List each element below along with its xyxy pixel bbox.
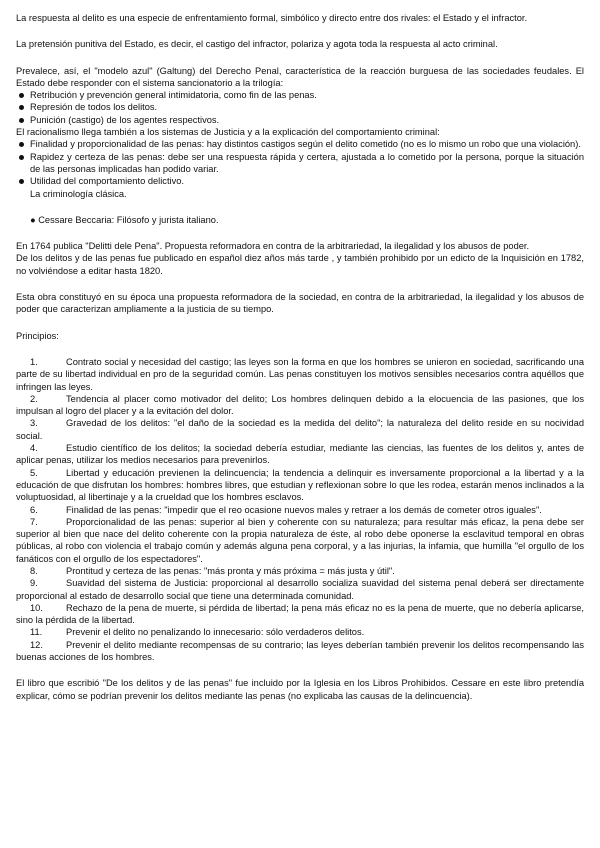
principle-item [16,442,584,467]
principle-text: Estudio científico de los delitos; la sociedad debería estudiar, mediante las ciencias, las fuentes de los delitos y, antes de aplicar penas, utilizar los medios necesarios para prevenirlos. [16,443,584,466]
principle-item [16,516,584,565]
principle-text: Tendencia al placer como motivador del delito; Los hombres delinquen debido a la elocuencia de las pasiones, que los impulsan al logro del placer y a la evitación del dolor. [16,393,584,417]
principle-number: 4. [30,443,38,454]
paragraph-punitive-claim: La pretensión punitiva del Estado, es decir, el castigo del infractor, polariza y agota toda la respuesta al acto criminal. [16,39,498,50]
paragraph-intro: La respuesta al delito es una especie de enfrentamiento formal, simbólico y directo entre dos rivales: el Estado y el infractor. [16,13,528,23]
principle-text: Libertad y educación previenen la delincuencia; la tendencia a delinquir es inversamente proporcional a la libertad y a la educación de que disfrutan los hombres: hombres libres, que estudian y reflexionan sobre lo que les rodea, estarán menos inclinados a la voluptuosidad, al libertinaje y a la crueldad que los hombres esclavos. [16,467,584,503]
principle-number: 5. [30,467,38,478]
principle-text: Prevenir el delito mediante recompensas de su contrario; las leyes deberían también prevenir los delitos recompensando las buenas acciones de los hombres. [16,639,584,663]
trilogy-item: Retribución y prevención general intimidatoria, como fin de las penas. [16,89,584,101]
paragraph-spanish-edition: De los delitos y de las penas fue publicado en español diez años más tarde , y también prohibido por un edicto de la Inquisición en 1782, no volviéndose a editar hasta 1820. [16,253,584,276]
principle-number: 8. [30,565,38,576]
principle-item [16,626,584,638]
principle-text: Contrato social y necesidad del castigo; las leyes son la forma en que los hombres se unieron en sociedad, sacrificando una parte de su libertad individual en pro de la seguridad común. Las penas constituyen los motivos sensibles necesarios contra aquéllos que infringen las leyes. [16,356,584,392]
principle-text: Rechazo de la pena de muerte, si pérdida de libertad; la pena más eficaz no es la pena de muerte, que no debería aplicarse, sino la pérdida de la libertad. [16,602,584,626]
principle-number: 11. [30,627,43,638]
spacer [16,663,584,677]
principle-text: Prevenir el delito no penalizando lo innecesario: sólo verdaderos delitos. [66,627,365,638]
heading-classic-criminology: La criminología clásica. [30,188,127,199]
principle-text: Suavidad del sistema de Justicia: proporcional al desarrollo socializa suavidad del sistema penal deberá ser directamente proporcional al estado de desarrollo social que tiene una determinada comunidad. [16,578,584,601]
rationalism-item: Finalidad y proporcionalidad de las penas: hay distintos castigos según el delito cometido (no es lo mismo un robo que una violación). [16,138,584,150]
principle-item [16,577,584,602]
principle-text: Gravedad de los delitos: "el daño de la sociedad es la medida del delito"; la naturaleza del delito reside en su nocividad social. [16,418,584,441]
trilogy-item: Punición (castigo) de los agentes respectivos. [16,114,584,126]
trilogy-item: Represión de todos los delitos. [16,101,584,113]
rationalism-item: Utilidad del comportamiento delictivo. [16,175,584,187]
principle-item [16,417,584,442]
principle-number: 3. [30,418,38,429]
principle-number: 2. [30,393,38,404]
principle-item [16,356,584,393]
principle-item [16,467,584,504]
principle-number: 12. [30,639,43,650]
principle-text: Proporcionalidad de las penas: superior al bien y coherente con su naturaleza; para resultar más eficaz, la pena debe ser superior al bien que nace del delito coherente con la propia naturaleza de éste, al robo debe oponerse la esclavitud temporal en obras públicas, al robo con violencia el trabajo común y además alguna pena corporal, y a las injurias, la infamia, que humilla "el orgullo de los fanáticos con el orgullo de los espectadores". [16,516,584,564]
principle-item [16,393,584,418]
principle-text: Finalidad de las penas: "impedir que el reo ocasione nuevos males y retraer a los demás de cometer otros iguales". [66,504,542,515]
principle-number: 9. [30,578,38,589]
rationalism-item: Rapidez y certeza de las penas: debe ser una respuesta rápida y certera, ajustada a lo cometido por la persona, porque la situación de las personas implicadas han podido variar. [16,151,584,176]
principle-number: 1. [30,356,38,367]
principle-item [16,602,584,627]
principle-item [16,639,584,664]
principles-label: Principios: [16,330,59,341]
paragraph-1764: En 1764 publica "Delitti dele Pena". Propuesta reformadora en contra de la arbitrariedad, la ilegalidad y los abusos de poder. [16,241,530,252]
paragraph-blue-model: Prevalece, así, el "modelo azul" (Galtung) del Derecho Penal, característica de la reacción burguesa de las sociedades feudales. El Estado debe responder con el sistema sancionatorio a la trilogía: [16,65,584,88]
principle-item [16,504,584,516]
principle-number: 10. [30,602,43,613]
paragraph-rationalism: El racionalismo llega también a los sistemas de Justicia y a la explicación del comportamiento criminal: [16,127,440,138]
rationalism-list [16,138,584,187]
principles-list [16,356,584,663]
principle-text: Prontitud y certeza de las penas: "más pronta y más próxima = más justa y útil". [66,565,395,576]
trilogy-list [16,89,584,126]
principle-number: 6. [30,504,38,515]
paragraph-reform: Esta obra constituyó en su época una propuesta reformadora de la sociedad, en contra de la arbitrariedad, la ilegalidad y los abusos de poder que caracterizan ampliamente a la justicia de su tiempo. [16,292,584,315]
principle-number: 7. [30,516,38,527]
principle-item [16,565,584,577]
paragraph-forbidden-books: El libro que escribió "De los delitos y de las penas" fue incluido por la Iglesia en los Libros Prohibidos. Cessare en este libro pretendía explicar, cómo se podrían prevenir los delitos mediante las penas (no explicaba las causas de la delincuencia). [16,678,584,701]
beccaria-line: ● Cessare Beccaria: Filósofo y jurista italiano. [30,214,219,225]
